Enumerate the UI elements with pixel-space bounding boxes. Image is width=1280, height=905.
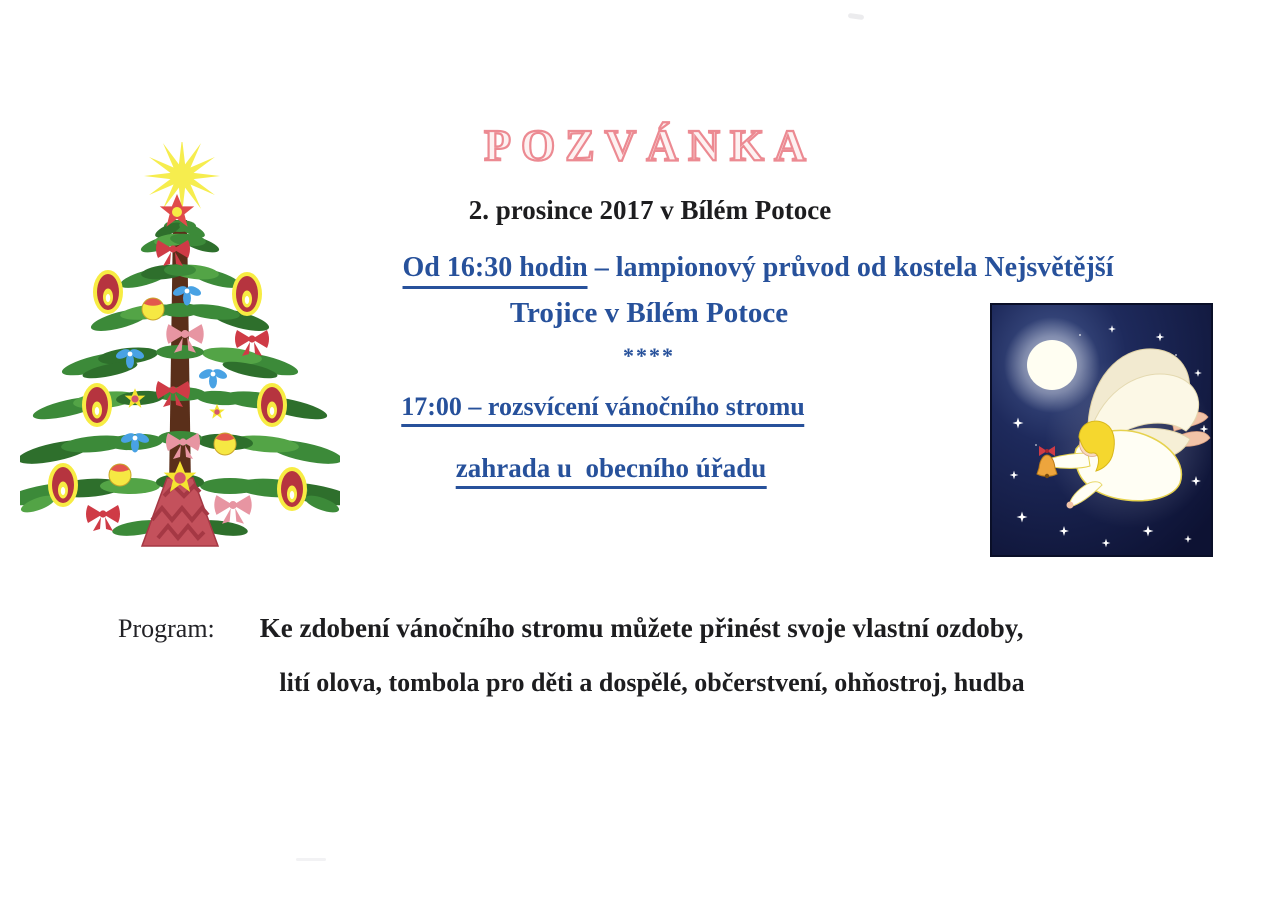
tree-stand [142, 461, 218, 546]
scan-artifact [848, 13, 865, 20]
christmas-tree-image [20, 142, 340, 572]
angel-hand [1067, 502, 1074, 509]
tree-topper-star [144, 142, 220, 227]
scan-artifact [296, 858, 326, 861]
date-line: 2. prosince 2017 v Bílém Potoce [468, 195, 832, 225]
asterisk-separator: **** [623, 343, 675, 368]
event1-line1 [403, 252, 1114, 284]
angel-image [990, 303, 1213, 557]
event1-time-underlined: Od 16:30 hodin [403, 252, 588, 289]
event2-line2 [456, 453, 767, 484]
page-title: POZVÁNKA [484, 121, 816, 170]
event2-line2-text: zahrada u obecního úřadu [456, 453, 767, 489]
event1-rest: – lampionový průvod od kostela Nejsvětější [594, 252, 1114, 283]
event2-line1 [401, 392, 804, 422]
program-line1: Ke zdobení vánočního stromu můžete přinést svoje vlastní ozdoby, [259, 613, 1024, 643]
page-title-wrap [430, 114, 870, 176]
program-line2: lití olova, tombola pro děti a dospělé, občerstvení, ohňostroj, hudba [279, 668, 1025, 697]
event1-line2: Trojice v Bílém Potoce [509, 297, 789, 329]
program-label: Program: [118, 614, 215, 643]
program-row [118, 613, 1024, 644]
event2-line1-text: 17:00 – rozsvícení vánočního stromu [401, 392, 804, 427]
moon [1027, 340, 1077, 390]
